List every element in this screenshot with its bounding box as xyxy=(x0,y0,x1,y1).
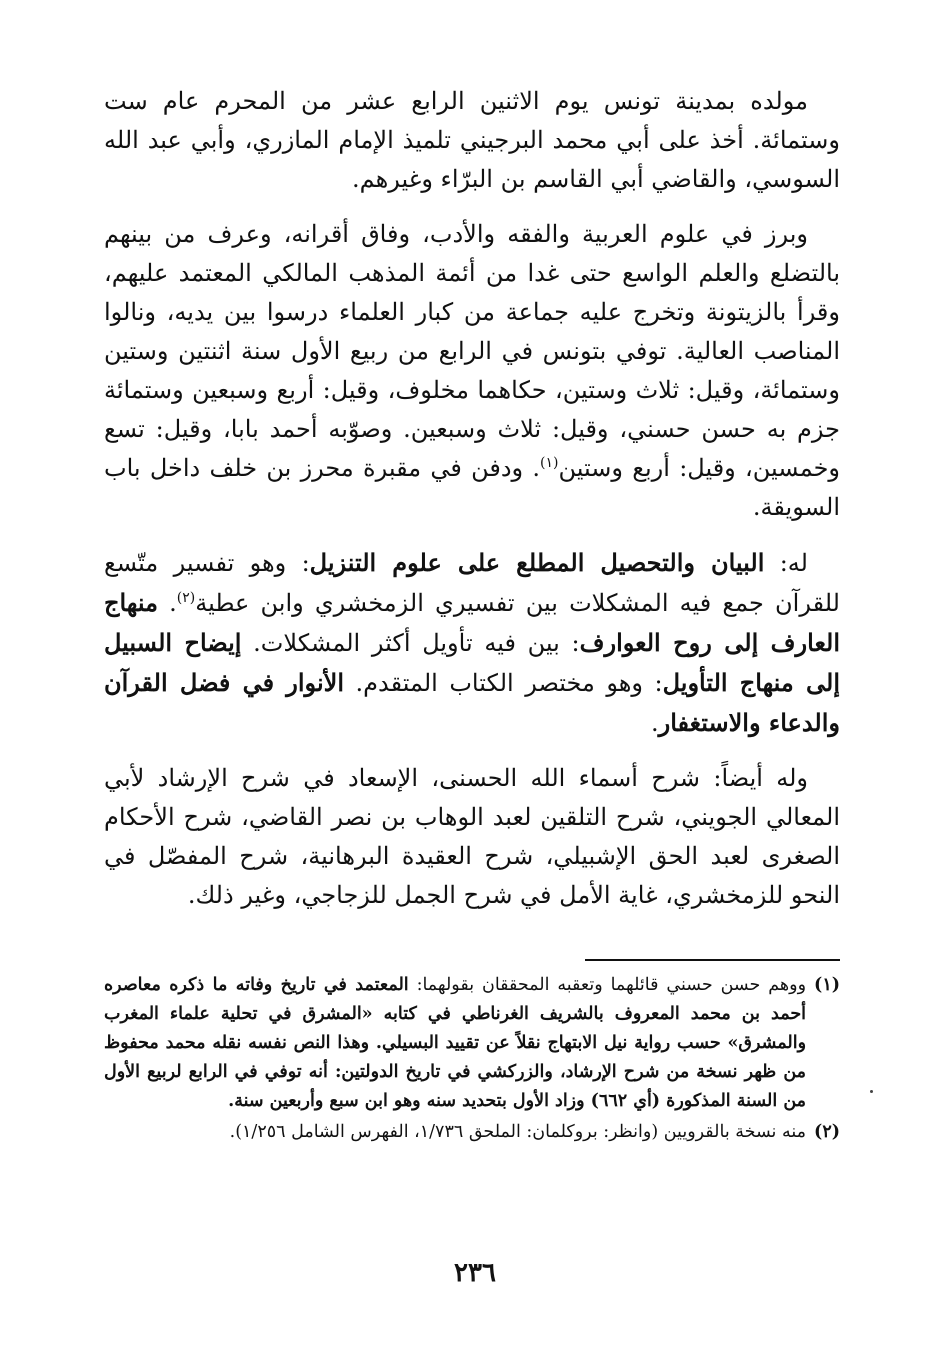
footnote-ref-1[interactable]: (١) xyxy=(540,455,559,471)
works-intro: له: xyxy=(764,549,808,577)
paragraph-career-end: . ودفن في مقبرة محرز بن خلف داخل باب السويقة. xyxy=(104,454,840,521)
work-desc-anwar: . xyxy=(651,709,659,737)
footnote-separator xyxy=(585,959,840,961)
footnote-2-text xyxy=(104,1118,806,1147)
work-desc-bayan: : وهو تفسير متّسع للقرآن جمع فيه المشكلات بين تفسيري الزمخشري وابن عطية xyxy=(104,549,840,617)
footnote-1-text-b: المعتمد في تاريخ وفاته ما ذكره معاصره أحمد بن محمد المعروف بالشريف الغرناطي في كتابه «المشرق في تحلية علماء المغرب والمشرق» حسب رواية نيل الابتهاج نقلاً عن تقييد البسيلي. وهذا النص نفسه نقله محمد محفوظ من ظهر نسخة من شرح الإرشاد، والزركشي في تاريخ الدولتين: أنه توفي في الرابع لربيع الأول من السنة المذكورة (أي ٦٦٢) وزاد الأول بتحديد سنه وهو ابن سبع وأربعين سنة. xyxy=(104,975,807,1111)
work-desc-minhaj: : بين فيه تأويل أكثر المشكلات. xyxy=(241,629,580,657)
paragraph-career xyxy=(104,215,840,527)
paragraph-works xyxy=(104,543,840,743)
work-desc-bayan-end: . xyxy=(157,589,177,617)
footnote-2 xyxy=(104,1118,840,1147)
footnote-1-text-a: ووهم حسن حسني قائلهما وتعقبه المحققان بقولهما: xyxy=(408,975,807,995)
page-number: ٢٣٦ xyxy=(454,1258,496,1288)
footnote-2-text-a: منه نسخة بالقرويين (وانظر: بروكلمان: الملحق ١/٧٣٦، الفهرس الشامل ١/٢٥٦). xyxy=(229,1122,807,1142)
footnote-ref-2[interactable]: (٢) xyxy=(176,590,196,606)
paragraph-birth-text: مولده بمدينة تونس يوم الاثنين الرابع عشر من المحرم عام ست وستمائة. أخذ على أبي محمد البرجيني تلميذ الإمام المازري، وأبي عبد الله السوسي، والقاضي أبي القاسم بن البرّاء وغيرهم. xyxy=(104,87,840,193)
margin-mark xyxy=(870,1090,873,1093)
work-title-bayan: البيان والتحصيل المطلع على علوم التنزيل xyxy=(309,548,765,577)
footnote-2-number: (٢) xyxy=(814,1122,840,1142)
work-title-idah: إيضاح السبيل إلى منهاج التأويل xyxy=(104,628,840,697)
footnote-1-number: (١) xyxy=(814,975,840,995)
work-title-minhaj: منهاج العارف إلى روح العوارف xyxy=(104,588,841,657)
paragraph-other-works xyxy=(104,759,840,915)
paragraph-birth xyxy=(104,82,840,199)
footnote-1-text xyxy=(104,971,806,1116)
paragraph-other-works-text: وله أيضاً: شرح أسماء الله الحسنى، الإسعاد في شرح الإرشاد لأبي المعالي الجويني، شرح التلقين لعبد الوهاب بن نصر القاضي، شرح الأحكام الصغرى لعبد الحق الإشبيلي، شرح العقيدة البرهانية، شرح المفصّل في النحو للزمخشري، غاية الأمل في شرح الجمل للزجاجي، وغير ذلك. xyxy=(104,764,840,909)
page-content xyxy=(104,82,840,1302)
paragraph-career-text: وبرز في علوم العربية والفقه والأدب، وفاق أقرانه، وعرف من بينهم بالتضلع والعلم الواسع حتى غدا من أئمة المذهب المالكي المعتمد عليهم، وقرأ بالزيتونة وتخرج عليه جماعة من كبار العلماء درسوا بين يديه، ونالوا المناصب العالية. توفي بتونس في الرابع من ربيع الأول سنة اثنتين وستين وستمائة، وقيل: ثلاث وستين، حكاهما مخلوف، وقيل: أربع وسبعين وستمائة جزم به حسن حسني، وقيل: ثلاث وسبعين. وصوّبه أحمد بابا، وقيل: تسع وخمسين، وقيل: أربع وستين xyxy=(104,220,840,482)
work-title-anwar: الأنوار في فضل القرآن والدعاء والاستغفار xyxy=(104,668,840,737)
work-desc-idah: : وهو مختصر الكتاب المتقدم. xyxy=(343,669,663,697)
footnote-1 xyxy=(104,971,840,1116)
